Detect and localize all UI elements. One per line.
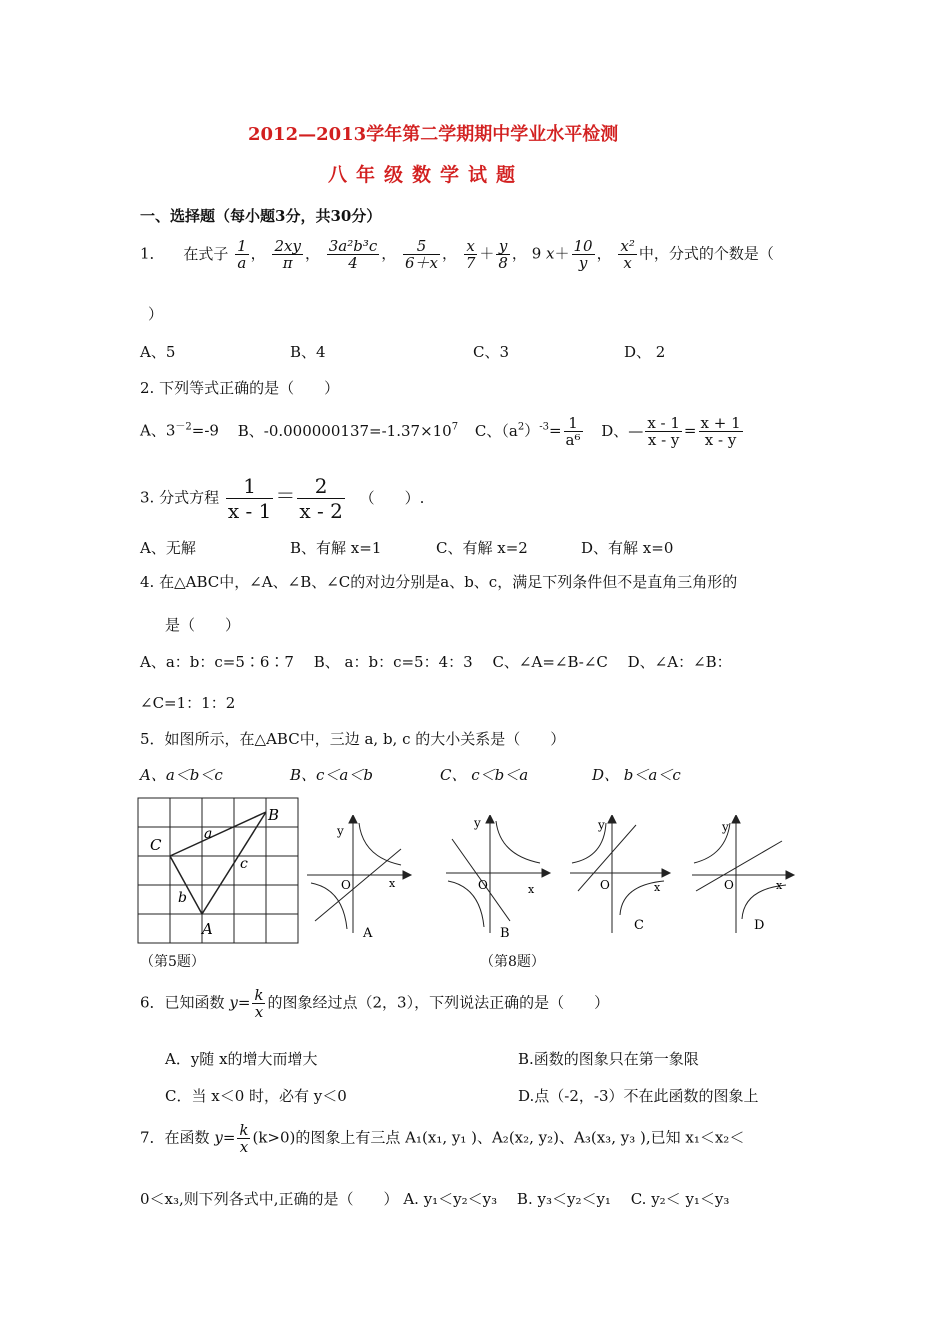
q2-stem: 2. 下列等式正确的是（ ） (140, 379, 340, 397)
q5-option-b: B、c＜a＜b (290, 766, 373, 784)
q3-fraction-1: $\frac{1}{x - 1}$ (227, 474, 272, 523)
graph-label-c: C (634, 918, 644, 933)
q7-fraction: $\frac{k}{x}$ (239, 1121, 249, 1156)
figure-8-graph-b (444, 815, 556, 941)
q4-stem-line2: 是（ ） (165, 616, 241, 634)
q2-d-fraction-1: $\frac{x - 1}{x - y}$ (647, 414, 680, 449)
q3-stem: 3. 分式方程 $\frac{1}{x - 1}$ ＝ $\frac{2}{x - 2}$ （ ）. (140, 474, 425, 523)
figure-8-graph-c (568, 815, 680, 941)
q6-option-d: D.点（-2，-3）不在此函数的图象上 (518, 1087, 759, 1105)
q5-option-a: A、a＜b＜c (140, 766, 223, 784)
q6-option-c: C．当 x＜0 时，必有 y＜0 (165, 1087, 347, 1105)
q1-fraction-4: $\frac{5}{6+x}$ (405, 237, 439, 272)
q2-options: A、$3^{-2}=-9$ B、$-0.000000137=-1.37\times 10^7$ C、$(a^2)^{-3}=$ $\frac{1}{\text{a⁶}}$ D、— $\frac{x - 1}{x - y}$ = $\frac{x + 1}{x - y}$ (140, 414, 741, 449)
q3-fraction-2: $\frac{2}{x - 2}$ (299, 474, 343, 523)
q6-option-a: A．y随 x的增大而增大 (165, 1050, 318, 1068)
q4-options-line1: A、a：b：c=5∶6∶7 B、 a：b：c=5：4：3 C、∠A=∠B-∠C D、∠A：∠B： (140, 653, 732, 671)
q6-stem: 6．已知函数 y= $\frac{k}{x}$ 的图象经过点（2，3），下列说法正确的是（ ） (140, 986, 610, 1021)
vertex-label-c: C (150, 836, 162, 854)
origin-label: O (341, 878, 351, 892)
q1-option-a: A、5 (140, 343, 176, 361)
q4-stem-line1: 4. 在△ABC中，∠A、∠B、∠C的对边分别是a、b、c，满足下列条件但不是直角三角形的 (140, 573, 738, 591)
q3-option-b: B、有解 x=1 (290, 539, 382, 557)
q1-close-paren: ） (148, 305, 164, 323)
q1-option-b: B、4 (290, 343, 326, 361)
q7-stem-line1: 7．在函数 y= $\frac{k}{x}$ (k>0)的图象上有三点 A₁(x₁, y₁ )、A₂(x₂, y₂)、A₃(x₃, y₃ ),已知 x₁＜x₂＜ (140, 1121, 745, 1156)
graph-label-d: D (754, 918, 765, 933)
q1-lead: 在式子 (183, 244, 229, 263)
q1-option-c: C、3 (473, 343, 510, 361)
q1-fraction-3: $\frac{\text{3a²b³c}}{4}$ (328, 237, 378, 272)
q2-d-fraction-2: $\frac{x + 1}{x - y}$ (700, 414, 741, 449)
q5-option-d: D、 b＜a＜c (592, 766, 681, 784)
q3-option-c: C、有解 x=2 (436, 539, 528, 557)
page-subtitle: 八年级数学试题 (328, 164, 525, 186)
q2-c-fraction: $\frac{1}{\text{a⁶}}$ (565, 414, 581, 449)
axis-x-label: x (654, 881, 661, 894)
axis-x-label: x (528, 883, 535, 896)
axis-y-label: y (337, 824, 344, 838)
q3-option-d: D、有解 x=0 (581, 539, 674, 557)
vertex-label-b: B (268, 806, 280, 824)
graph-label-b: B (500, 926, 510, 941)
figure-8-graph-a (305, 815, 417, 941)
figure-5-grid-triangle (136, 796, 302, 946)
figure-8-caption: （第8题） (480, 954, 545, 970)
q6-option-b: B.函数的图象只在第一象限 (518, 1050, 699, 1068)
origin-label: O (724, 878, 734, 892)
side-label-c: c (240, 856, 248, 872)
figure-5-caption: （第5题） (140, 954, 205, 970)
axis-y-label: y (474, 816, 481, 830)
q1-fraction-1: $\frac{1}{a}$ (237, 237, 247, 272)
axis-x-label: x (389, 877, 396, 890)
vertex-label-a: A (202, 920, 213, 938)
page-title: 2012—2013学年第二学期期中学业水平检测 (248, 124, 619, 145)
axis-x-label: x (776, 879, 783, 892)
q4-options-line2: ∠C=1：1：2 (140, 694, 236, 712)
q1-option-d: D、 2 (624, 343, 666, 361)
q1-fraction-7: $\frac{\text{x²}}{x}$ (620, 237, 635, 272)
side-label-a: a (204, 826, 213, 842)
origin-label: O (600, 878, 610, 892)
q7-stem-line2: 0＜x₃,则下列各式中,正确的是（ ） A. y₁＜y₂＜y₃ B. y₃＜y₂＜y₁ C. y₂＜ y₁＜y₃ (140, 1190, 730, 1208)
side-label-b: b (178, 890, 187, 906)
q5-option-c: C、 c＜b＜a (440, 766, 529, 784)
q1-fraction-5a: $\frac{x}{7}$ (465, 237, 476, 272)
figure-8-graph-d (690, 815, 802, 941)
question-1: 1． 在式子 $\frac{1}{a}$ ， $\frac{2xy}{\pi}$ ， $\frac{\text{3a²b³c}}{4}$ ， $\frac{5}{6+x}$ ， $\frac{x}{7}$ ＋ $\frac{y}{8}$ ， 9 x＋ $\frac{10}{y}$ ， $\frac{\text{x²}}{x}$ 中，分式的个数是（ (140, 237, 774, 272)
q3-option-a: A、无解 (140, 539, 196, 557)
q1-fraction-2: $\frac{2xy}{\pi}$ (274, 237, 301, 272)
section-heading: 一、选择题（每小题3分，共30分） (140, 207, 382, 225)
q1-fraction-5b: $\frac{y}{8}$ (498, 237, 508, 272)
axis-y-label: y (722, 820, 729, 834)
origin-label: O (478, 878, 488, 892)
axis-y-label: y (598, 818, 605, 832)
q6-fraction: $\frac{k}{x}$ (254, 986, 264, 1021)
q1-fraction-6: $\frac{10}{y}$ (573, 237, 593, 272)
graph-label-a: A (363, 926, 373, 941)
q1-number: 1． (140, 244, 165, 263)
q5-stem: 5．如图所示，在△ABC中，三边 a, b, c 的大小关系是（ ） (140, 730, 566, 748)
